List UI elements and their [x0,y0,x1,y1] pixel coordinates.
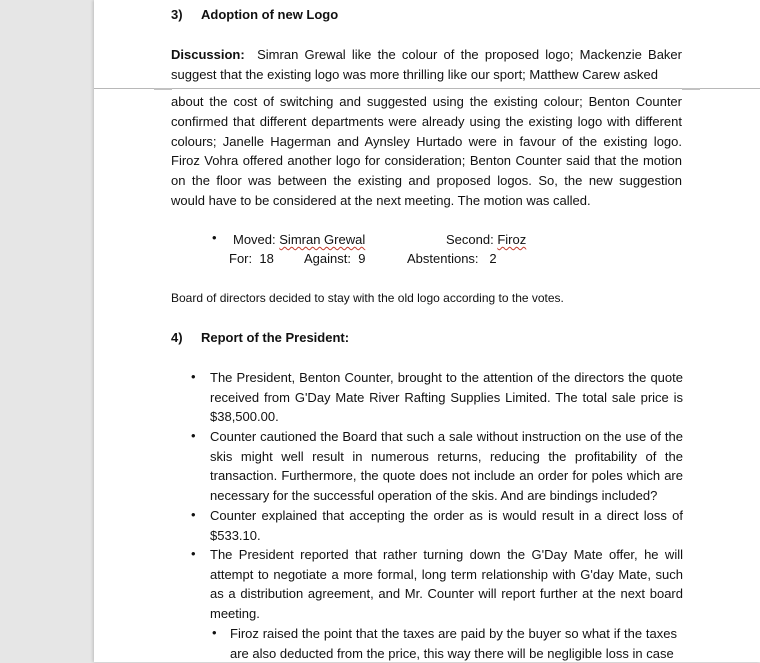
margin-corner-mark [154,81,172,89]
sub-bullet-dot: • [212,625,217,640]
page-break-line [94,88,760,89]
second-label: Second: [446,232,494,247]
margin-corner-mark [682,89,700,97]
bullet-dot: • [191,507,196,522]
bullet-dot: • [191,428,196,443]
president-report-bullet-4: The President reported that rather turning down the G'Day Mate offer, he will attempt to negotiate a more formal, long term relationship with G'day Mate, such as a distribution agreement, and Mr. Counter will report further at the next board meeting. [210,547,683,622]
abstentions-vote [407,251,497,266]
decision-note: Board of directors decided to stay with the old logo according to the votes. [171,291,564,305]
abstentions-label: Abstentions: [407,251,479,266]
abstentions-count: 2 [489,251,497,266]
bullet-dot: • [191,546,196,561]
president-report-bullet-1: The President, Benton Counter, brought to the attention of the directors the quote received from G'Day Mate River Rafting Supplies Limited. The total sale price is $38,500.00. [210,370,683,425]
margin-corner-mark [682,81,700,89]
president-report-bullet-2: Counter cautioned the Board that such a sale without instruction on the use of the skis might well result in numerous returns, reducing the profitability of the transaction. Furthermore, the quote does not include an order for poles which are necessary for the successful operation of the skis. And are bindings included? [210,429,683,504]
president-report-bullet-3: Counter explained that accepting the order as is would result in a direct loss of $533.10. [210,508,683,543]
against-count: 9 [358,251,366,266]
discussion-paragraph-part2: about the cost of switching and suggested using the existing colour; Benton Counter confirmed that different departments were already using the existing logo with different colours; Janelle Hagerman and Aynsley Hurtado were in favour of the existing logo. Firoz Vohra offered another logo for consideration; Benton Counter said that the motion on the floor was between the existing and proposed logos. So, the new suggestion would have to be considered at the next meeting. The motion was called. [171,94,682,208]
second-line [446,232,526,247]
left-gutter [0,0,94,662]
margin-corner-mark [154,89,172,97]
section-4-number: 4) [171,330,183,345]
discussion-label: Discussion: [171,47,245,62]
bullet-dot: • [191,369,196,384]
president-report-sub-bullet: Firoz raised the point that the taxes are paid by the buyer so what if the taxes are also deducted from the price, this way there will be negligible loss in case [230,626,677,661]
discussion-text-1: Simran Grewal like the colour of the proposed logo; Mackenzie Baker suggest that the existing logo was more thrilling like our sport; Matthew Carew asked [171,47,682,82]
against-label: Against: [304,251,351,266]
section-3-title: Adoption of new Logo [201,7,339,22]
moved-label: Moved: [233,232,276,247]
second-name: Firoz [497,232,527,247]
for-label: For: [229,251,253,266]
moved-name: Simran Grewal [279,232,366,247]
for-vote [229,251,274,266]
bullet-dot: • [212,230,217,245]
for-count: 18 [259,251,274,266]
discussion-paragraph-part1 [171,45,682,85]
moved-line [233,232,365,247]
section-3-number: 3) [171,7,183,22]
against-vote [304,251,365,266]
section-4-title: Report of the President: [201,330,350,345]
